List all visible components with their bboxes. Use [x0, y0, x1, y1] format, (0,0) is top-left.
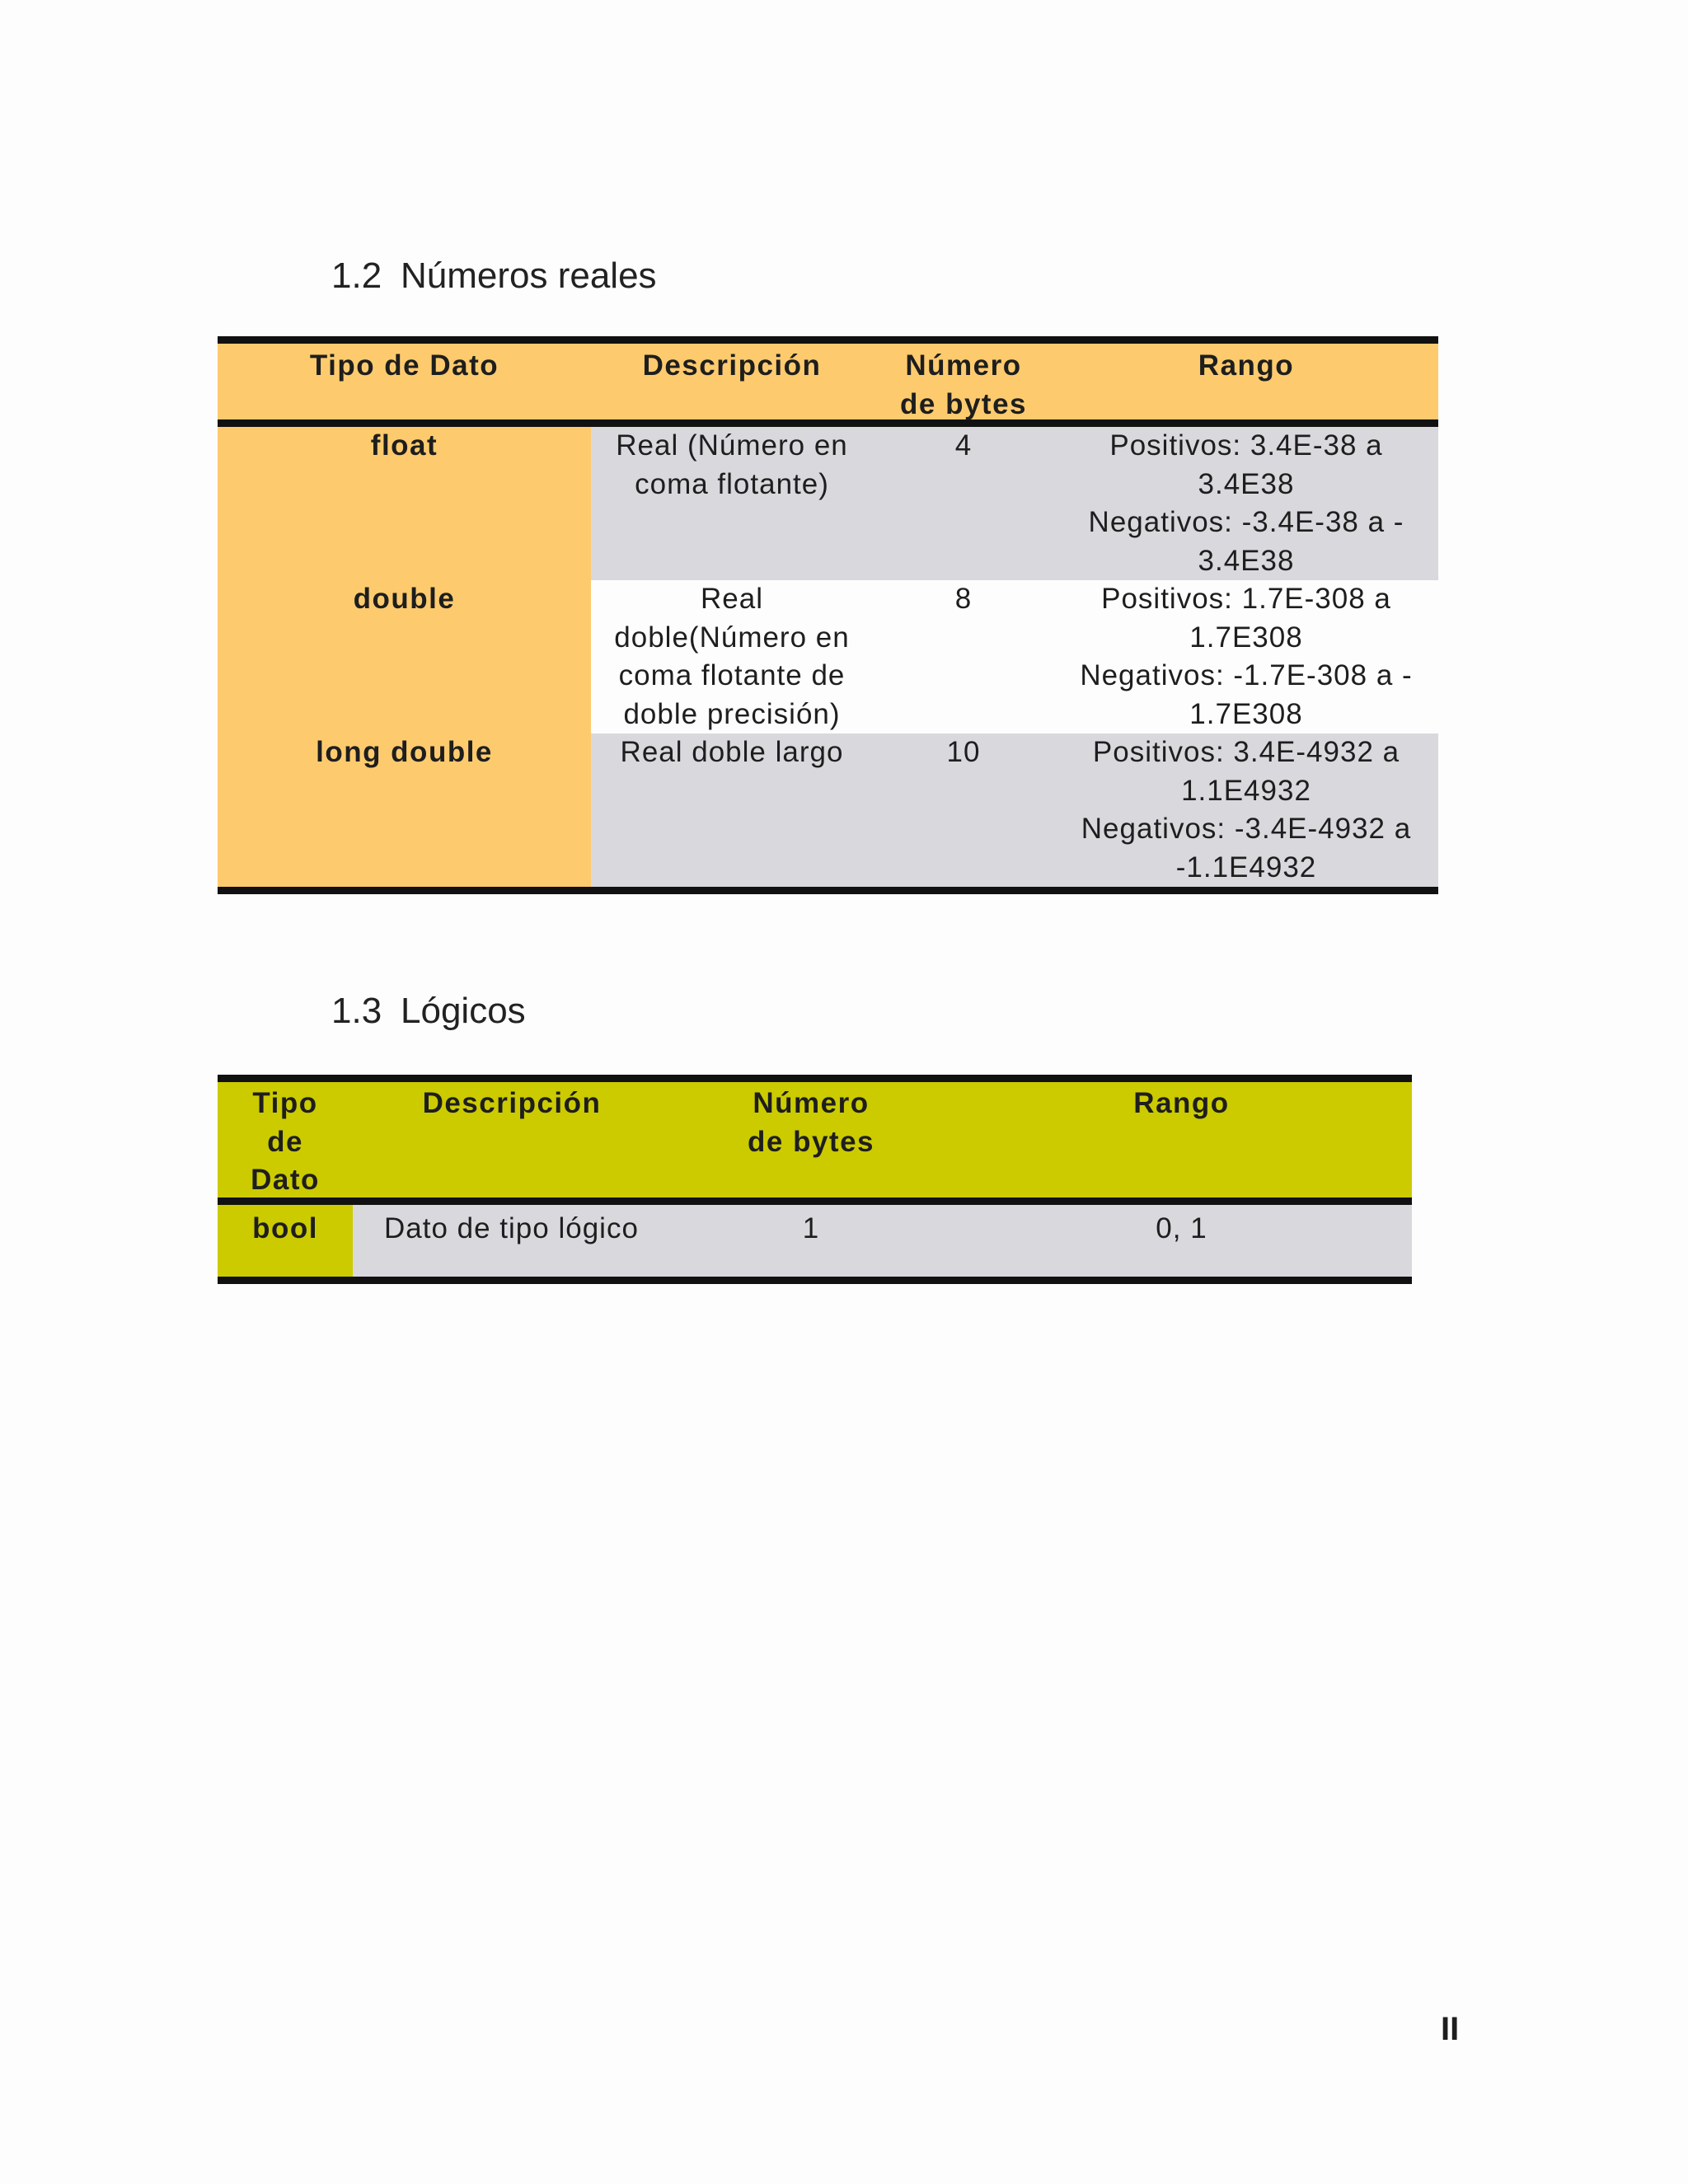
header-tipo-line: de	[267, 1125, 303, 1158]
section-number: 1.2	[331, 255, 382, 296]
rango-line: Negativos: -1.7E-308 a -	[1080, 659, 1413, 691]
table-row	[218, 427, 1438, 580]
bytes-cell: 8	[954, 583, 973, 615]
descripcion-line: doble(Número en	[614, 621, 850, 654]
section-title: Números reales	[401, 255, 657, 296]
header-bytes-line: Número	[905, 349, 1022, 382]
table-top-rule	[218, 1075, 1412, 1082]
table-body	[218, 427, 1438, 887]
rango-line: 1.7E308	[1189, 697, 1303, 730]
rango-cell: 0, 1	[1156, 1212, 1207, 1244]
rango-cell	[1054, 427, 1438, 580]
descripcion-cell	[591, 580, 873, 733]
header-rule	[218, 419, 1438, 427]
descripcion-line: Real	[701, 583, 763, 615]
bytes-cell: 10	[946, 736, 981, 768]
table-row	[218, 580, 1438, 733]
header-tipo-line: Dato	[251, 1164, 320, 1196]
section-heading-logicos	[331, 991, 526, 1032]
bytes-cell: 4	[954, 429, 973, 462]
header-bytes	[873, 347, 1054, 419]
descripcion-cell	[591, 733, 873, 887]
table-row	[218, 1205, 1412, 1277]
header-bytes-line: de bytes	[900, 387, 1027, 420]
rango-line: Positivos: 1.7E-308 a	[1101, 583, 1391, 615]
header-bytes-line: Número	[753, 1087, 870, 1119]
rango-line: 3.4E38	[1198, 467, 1295, 500]
rango-line: 1.1E4932	[1181, 774, 1311, 807]
header-descripcion: Descripción	[642, 349, 822, 382]
header-bytes-line: de bytes	[748, 1125, 874, 1158]
descripcion-cell: Dato de tipo lógico	[384, 1212, 639, 1244]
rango-line: 3.4E38	[1198, 544, 1295, 577]
rango-cell	[1054, 580, 1438, 733]
header-bytes	[671, 1085, 951, 1197]
header-tipo: Tipo de Dato	[309, 349, 499, 382]
rango-cell	[1054, 733, 1438, 887]
descripcion-line: coma flotante de	[618, 659, 846, 691]
table-bottom-rule	[218, 887, 1438, 894]
table-top-rule	[218, 336, 1438, 344]
header-descripcion: Descripción	[422, 1087, 602, 1119]
descripcion-line: doble precisión)	[623, 697, 841, 730]
bytes-cell: 1	[802, 1212, 820, 1244]
header-rango: Rango	[1198, 349, 1295, 382]
descripcion-cell	[591, 427, 873, 580]
tipo-cell: long double	[316, 736, 493, 768]
header-tipo	[218, 1085, 353, 1197]
rango-line: 1.7E308	[1189, 621, 1303, 654]
rango-line: Positivos: 3.4E-38 a	[1109, 429, 1383, 462]
header-tipo-line: Tipo	[252, 1087, 318, 1119]
reales-table	[218, 336, 1438, 894]
table-header-row	[218, 344, 1438, 419]
descripcion-line: coma flotante)	[635, 467, 829, 500]
descripcion-line: Real (Número en	[616, 429, 848, 462]
page-number: II	[1441, 2011, 1460, 2047]
header-rule	[218, 1197, 1412, 1205]
logicos-table	[218, 1075, 1412, 1284]
section-title: Lógicos	[401, 991, 526, 1031]
section-number: 1.3	[331, 991, 382, 1031]
rango-line: Positivos: 3.4E-4932 a	[1092, 736, 1400, 768]
tipo-cell: double	[353, 583, 456, 615]
table-header-row	[218, 1082, 1412, 1197]
descripcion-line: Real doble largo	[620, 736, 844, 768]
table-bottom-rule	[218, 1277, 1412, 1284]
section-heading-reales	[331, 255, 657, 297]
header-rango: Rango	[1133, 1087, 1230, 1119]
rango-line: Negativos: -3.4E-4932 a	[1081, 813, 1412, 845]
table-row	[218, 733, 1438, 887]
tipo-cell: float	[370, 429, 438, 462]
rango-line: Negativos: -3.4E-38 a -	[1088, 506, 1404, 538]
rango-line: -1.1E4932	[1175, 851, 1317, 883]
tipo-cell: bool	[218, 1205, 353, 1277]
